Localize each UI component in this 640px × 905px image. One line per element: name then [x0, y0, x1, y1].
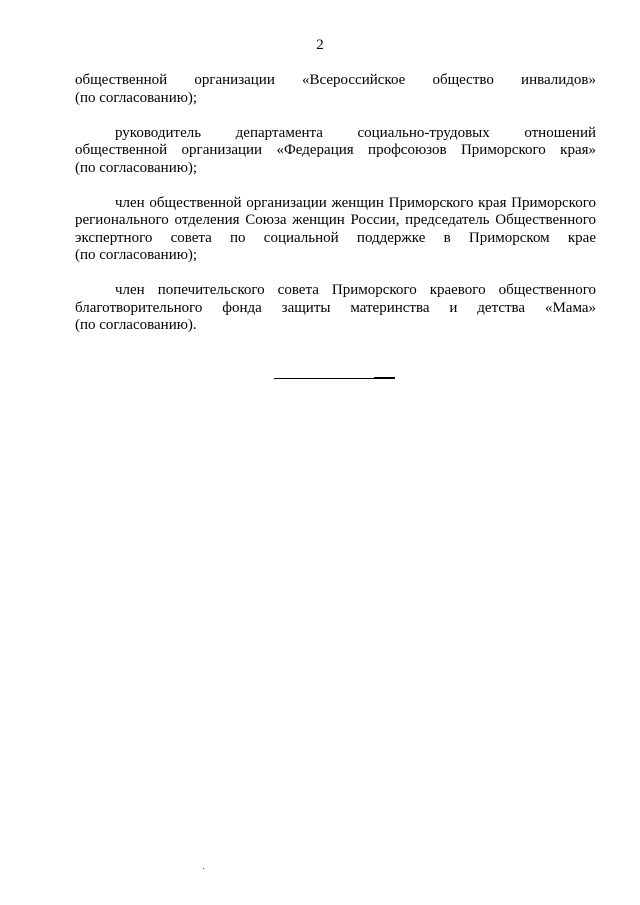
paragraph-line: благотворительного фонда защиты материнства и детства «Мама»: [75, 299, 596, 316]
paragraph-line: (по согласованию).: [75, 317, 197, 333]
paragraph-member-mama-foundation: [75, 282, 596, 335]
paragraph-line: член общественной организации женщин Приморского края Приморского: [115, 194, 596, 211]
paragraph-member-womens-union: [75, 195, 596, 265]
paragraph-member-disability-society: [75, 72, 596, 107]
paragraph-line: член попечительского совета Приморского краевого общественного: [115, 282, 596, 298]
paragraph-line: общественной организации «Всероссийское общество инвалидов»: [75, 72, 596, 88]
paragraph-line: регионального отделения Союза женщин России, председатель Общественного: [75, 212, 596, 228]
paragraph-line: экспертного совета по социальной поддержке в Приморском крае: [75, 229, 596, 246]
paragraph-line: (по согласованию);: [75, 89, 198, 106]
end-of-text-rule-accent: [374, 377, 395, 379]
paragraph-line: общественной организации «Федерация профсоюзов Приморского края»: [75, 142, 596, 158]
paragraph-line: руководитель департамента социально-трудовых отношений: [115, 124, 596, 141]
scan-speck: [203, 868, 204, 869]
paragraph-member-trade-unions: [75, 125, 596, 178]
document-body: [75, 72, 596, 352]
paragraph-line: (по согласованию);: [75, 159, 198, 176]
page-number: 2: [316, 37, 324, 53]
paragraph-line: (по согласованию);: [75, 247, 198, 263]
